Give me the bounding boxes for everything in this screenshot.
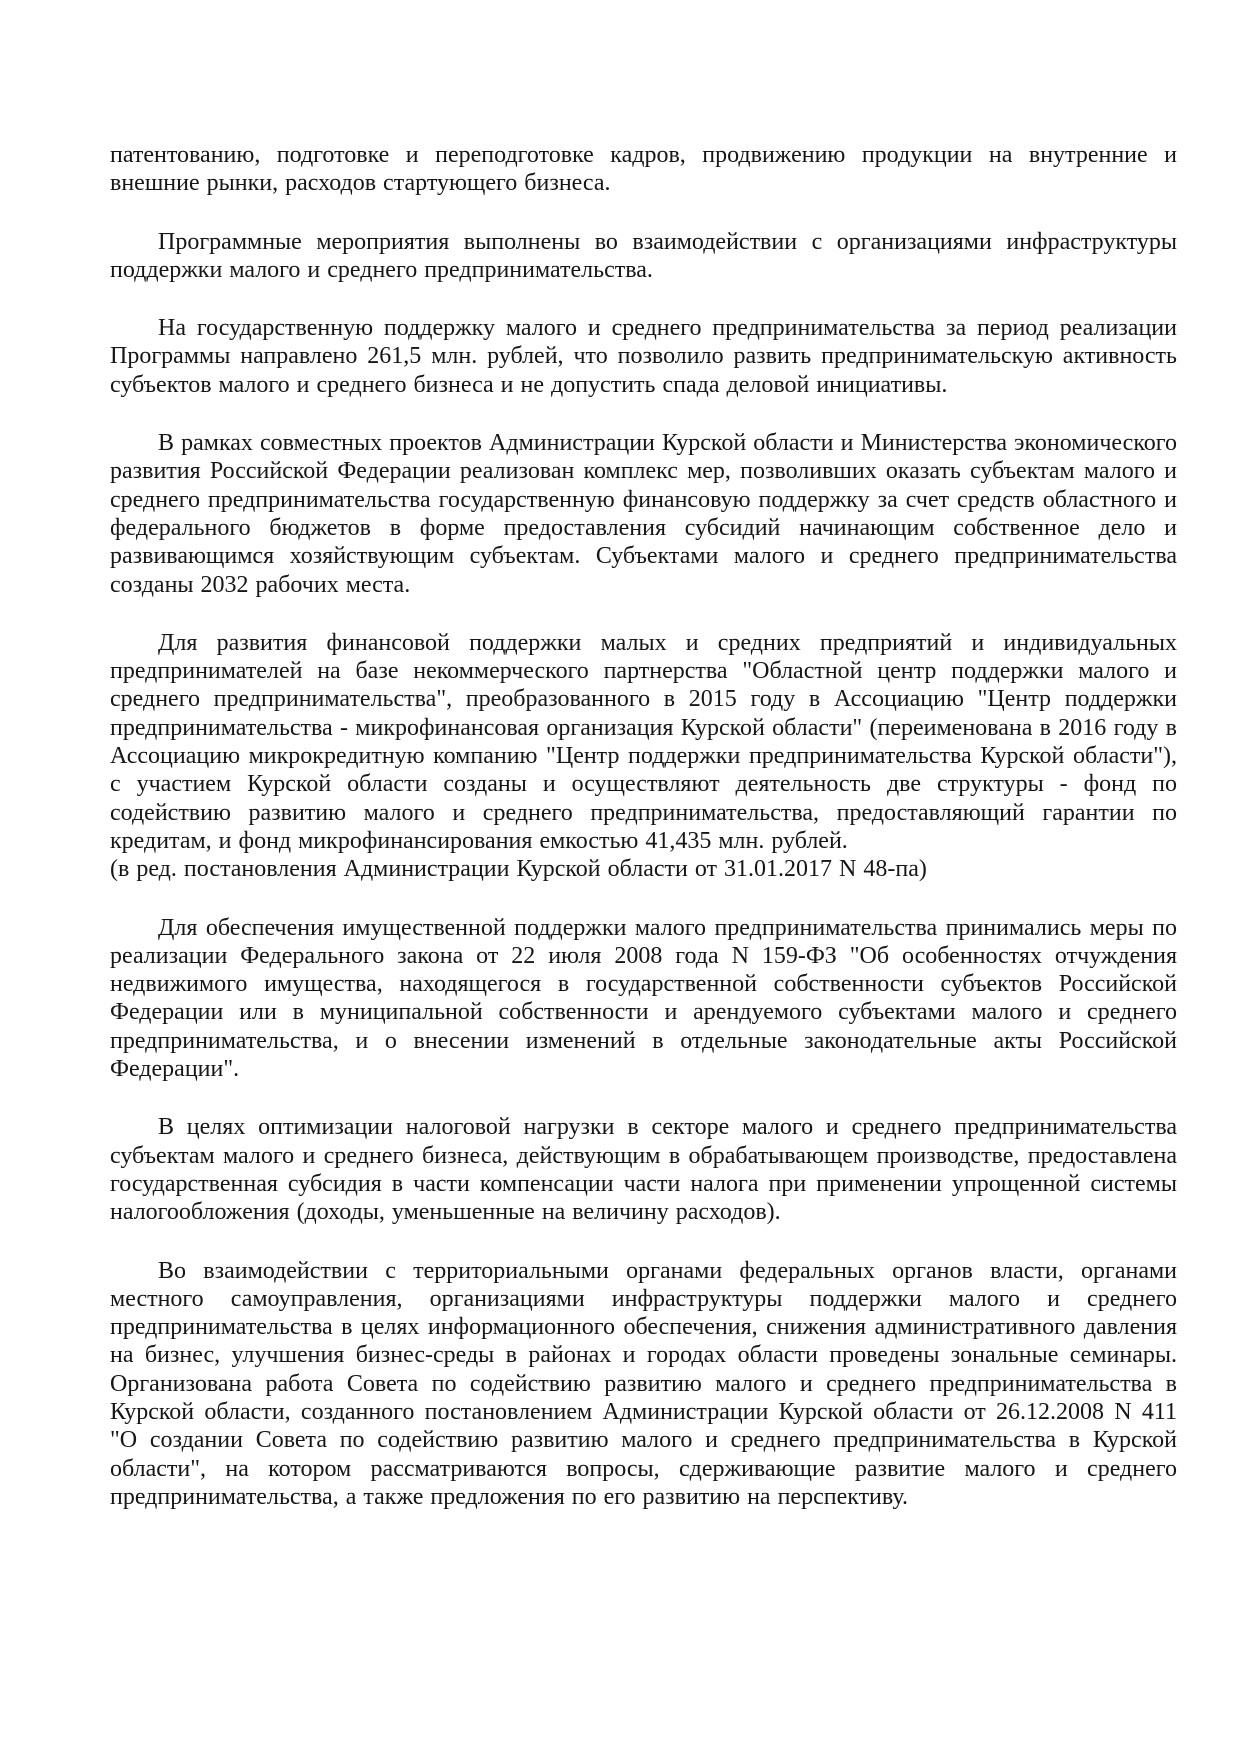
- body-paragraph-property-support: Для обеспечения имущественной поддержки малого предпринимательства принимались меры по реализации Федерального закона от 22 июля 2008 года N 159-ФЗ "Об особенностях отчуждения недвижимого имущества, находящегося в государственной собственности субъектов Российской Федерации или в муниципальной собственности и арендуемого субъектами малого и среднего предпринимательства, и о внесении изменений в отдельные законодательные акты Российской Федерации".: [110, 914, 1177, 1083]
- body-paragraph-continuation: патентованию, подготовке и переподготовке кадров, продвижению продукции на внутренние и внешние рынки, расходов стартующего бизнеса.: [110, 142, 1177, 197]
- body-paragraph-program-measures: Программные мероприятия выполнены во взаимодействии с организациями инфраструктуры поддержки малого и среднего предпринимательства.: [110, 228, 1177, 283]
- body-paragraph-joint-projects: В рамках совместных проектов Администрации Курской области и Министерства экономического развития Российской Федерации реализован комплекс мер, позволивших оказать субъектам малого и среднего предпринимательства государственную финансовую поддержку за счет средств областного и федерального бюджетов в форме предоставления субсидий начинающим собственное дело и развивающимся хозяйствующим субъектам. Субъектами малого и среднего предпринимательства созданы 2032 рабочих места.: [110, 430, 1177, 598]
- body-paragraph-financial-support: Для развития финансовой поддержки малых и средних предприятий и индивидуальных предпринимателей на базе некоммерческого партнерства "Областной центр поддержки малого и среднего предпринимательства", преобразованного в 2015 году в Ассоциацию "Центр поддержки предпринимательства - микрофинансовая организация Курской области" (переименована в 2016 году в Ассоциацию микрокредитную компанию "Центр поддержки предпринимательства Курской области"), с участием Курской области созданы и осуществляют деятельность две структуры - фонд по содействию развитию малого и среднего предпринимательства, предоставляющий гарантии по кредитам, и фонд микрофинансирования емкостью 41,435 млн. рублей.: [110, 629, 1177, 854]
- body-paragraph-state-support-funding: На государственную поддержку малого и среднего предпринимательства за период реализации Программы направлено 261,5 млн. рублей, что позволило развить предпринимательскую активность субъектов малого и среднего бизнеса и не допустить спада деловой инициативы.: [110, 315, 1177, 398]
- amendment-note: (в ред. постановления Администрации Курской области от 31.01.2017 N 48-па): [110, 856, 927, 883]
- document-body: [110, 141, 1177, 1511]
- body-paragraph-interaction-seminars: Во взаимодействии с территориальными органами федеральных органов власти, органами местного самоуправления, организациями инфраструктуры поддержки малого и среднего предпринимательства в целях информационного обеспечения, снижения административного давления на бизнес, улучшения бизнес-среды в районах и городах области проведены зональные семинары. Организована работа Совета по содействию развитию малого и среднего предпринимательства в Курской области, созданного постановлением Администрации Курской области от 26.12.2008 N 411 "О создании Совета по содействию развитию малого и среднего предпринимательства в Курской области", на котором рассматриваются вопросы, сдерживающие развитие малого и среднего предпринимательства, а также предложения по его развитию на перспективу.: [110, 1257, 1177, 1510]
- body-paragraph-tax-optimization: В целях оптимизации налоговой нагрузки в секторе малого и среднего предпринимательства субъектам малого и среднего бизнеса, действующим в обрабатывающем производстве, предоставлена государственная субсидия в части компенсации части налога при применении упрощенной системы налогообложения (доходы, уменьшенные на величину расходов).: [110, 1114, 1177, 1226]
